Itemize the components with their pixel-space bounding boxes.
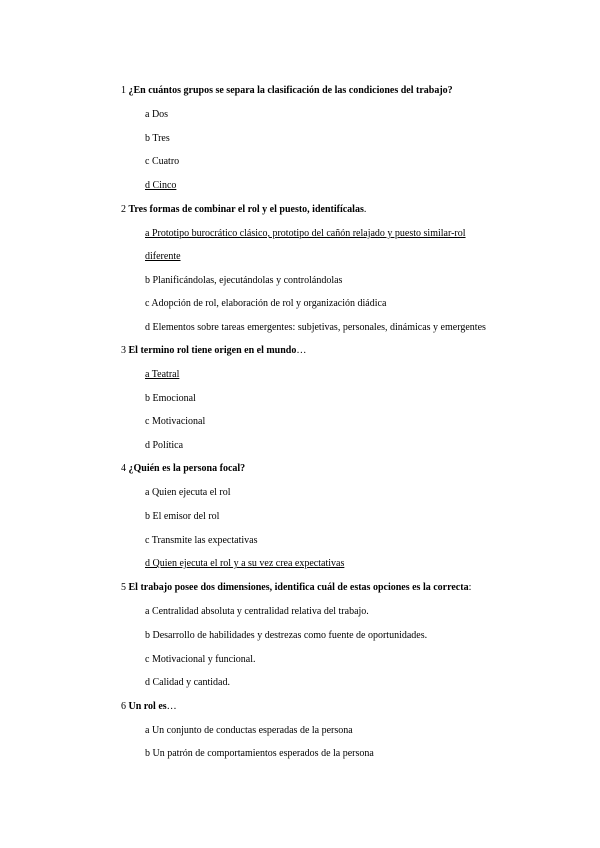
question-text: El termino rol tiene origen en el mundo: [128, 345, 297, 356]
question-text: El trabajo posee dos dimensiones, identifica cuál de estas opciones es la correcta: [128, 582, 469, 593]
option-5c: c Motivacional y funcional.: [145, 654, 256, 665]
option-2b: b Planificándolas, ejecutándolas y controlándolas: [145, 275, 343, 286]
option-2a-correct: a Prototipo burocrático clásico, prototipo del cañón relajado y puesto similar-rol: [145, 228, 466, 239]
option-4d-correct: d Quien ejecuta el rol y a su vez crea expectativas: [145, 558, 345, 569]
option-2a-continued: [121, 251, 181, 263]
option-3b: b Emocional: [145, 393, 196, 404]
question-number: 1: [121, 85, 126, 96]
option-3c: c Motivacional: [145, 416, 206, 427]
option-1c: c Cuatro: [145, 156, 180, 167]
question-trail: :: [468, 582, 472, 593]
question-trail: .: [363, 204, 367, 215]
question-trail: …: [166, 701, 177, 712]
question-number: 6: [121, 701, 126, 712]
option-5a: a Centralidad absoluta y centralidad relativa del trabajo.: [145, 606, 369, 617]
option-3d: d Política: [145, 440, 184, 451]
option-6a: a Un conjunto de conductas esperadas de la persona: [145, 725, 353, 736]
option-2d: d Elementos sobre tareas emergentes: subjetivas, personales, dinámicas y emergentes: [145, 322, 486, 333]
option-4c: c Transmite las expectativas: [145, 535, 258, 546]
question-text: ¿Quién es la persona focal?: [128, 463, 246, 474]
question-5: [121, 582, 471, 594]
question-3: [121, 345, 306, 357]
question-text: Tres formas de combinar el rol y el puesto, identifícalas: [128, 204, 364, 215]
option-4a: a Quien ejecuta el rol: [145, 487, 231, 498]
option-3a-correct: [121, 369, 179, 381]
option-5d: d Calidad y cantidad.: [145, 677, 230, 688]
question-text: ¿En cuántos grupos se separa la clasificación de las condiciones del trabajo?: [128, 85, 453, 96]
option-1b: b Tres: [145, 133, 170, 144]
question-1: [121, 85, 453, 97]
question-number: 5: [121, 582, 126, 593]
question-number: 4: [121, 463, 126, 474]
answer-text: d Cinco: [145, 180, 177, 191]
question-number: 3: [121, 345, 126, 356]
question-text: Un rol es: [128, 701, 167, 712]
answer-text: a Teatral: [145, 369, 180, 380]
option-1d-correct: [121, 180, 176, 192]
option-5b: b Desarrollo de habilidades y destrezas como fuente de oportunidades.: [145, 630, 428, 641]
answer-text: diferente: [145, 251, 181, 262]
question-number: 2: [121, 204, 126, 215]
option-1a: a Dos: [145, 109, 169, 120]
option-4b: b El emisor del rol: [145, 511, 220, 522]
question-trail: …: [296, 345, 307, 356]
option-2c: c Adopción de rol, elaboración de rol y organización diádica: [145, 298, 387, 309]
option-6b: b Un patrón de comportamientos esperados de la persona: [145, 748, 374, 759]
question-4: [121, 463, 245, 475]
question-6: [121, 701, 177, 713]
question-2: [121, 204, 366, 216]
